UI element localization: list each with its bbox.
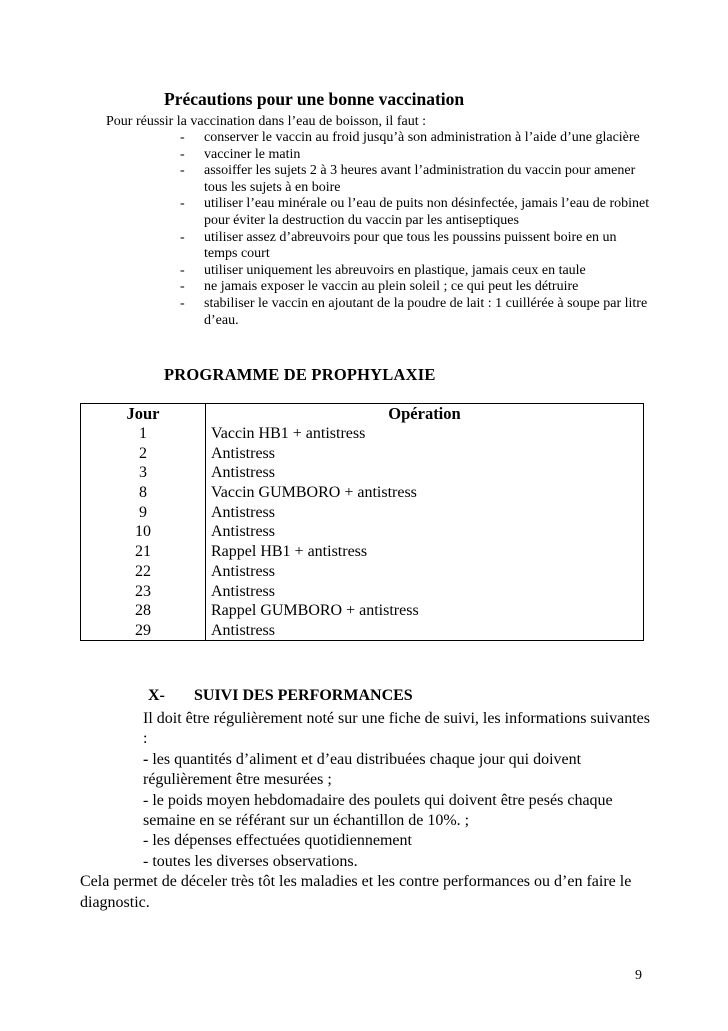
cell-operation: Antistress (206, 443, 644, 463)
cell-operation: Antistress (206, 562, 644, 582)
section-body (80, 709, 650, 913)
cell-day: 23 (81, 581, 206, 601)
suivi-conclusion: Cela permet de déceler très tôt les maladies et les contre performances ou d’en faire le diagnostic. (80, 873, 632, 911)
table-row (81, 581, 644, 601)
suivi-item-4: - toutes les diverses observations. (143, 852, 358, 870)
table-row (81, 502, 644, 522)
cell-day: 29 (81, 621, 206, 641)
bullet-dash: - (180, 262, 185, 278)
precautions-list (180, 130, 650, 329)
bullet-dash: - (180, 196, 185, 212)
bullet-dash: - (180, 130, 185, 145)
section-title: SUIVI DES PERFORMANCES (194, 687, 413, 704)
cell-operation: Rappel HB1 + antistress (206, 542, 644, 562)
header-operation: Opération (206, 404, 644, 424)
table-body (81, 424, 644, 641)
cell-operation: Vaccin GUMBORO + antistress (206, 483, 644, 503)
cell-day: 2 (81, 443, 206, 463)
cell-operation: Rappel GUMBORO + antistress (206, 601, 644, 621)
precaution-text: utiliser l’eau minérale ou l’eau de puits non désinfectée, jamais l’eau de robinet pour éviter la destruction du vaccin par les antiseptiques (204, 196, 650, 228)
precaution-text: stabiliser le vaccin en ajoutant de la poudre de lait : 1 cuillérée à soupe par litre d’eau. (204, 295, 648, 328)
bullet-dash: - (180, 229, 185, 245)
bullet-dash: - (180, 295, 185, 311)
precaution-text: ne jamais exposer le vaccin au plein soleil ; ce qui peut les détruire (204, 279, 579, 295)
precaution-item (180, 263, 650, 280)
precaution-text: utiliser assez d’abreuvoirs pour que tous les poussins puissent boire en un temps court (204, 229, 617, 262)
precaution-text: conserver le vaccin au froid jusqu’à son administration à l’aide d’une glacière (204, 130, 640, 145)
precaution-item (180, 279, 650, 296)
suivi-item-2: - le poids moyen hebdomadaire des poulets qui doivent être pesés chaque semaine en se référant sur un échantillon de 10%. ; (143, 791, 613, 830)
precautions-title: Précautions pour une bonne vaccination (164, 89, 465, 109)
section-number: X- (148, 687, 165, 704)
cell-operation: Antistress (206, 463, 644, 483)
cell-operation: Antistress (206, 502, 644, 522)
suivi-item-1: - les quantités d’aliment et d’eau distribuées chaque jour qui doivent régulièrement être mesurées ; (143, 750, 582, 789)
table-header-row (81, 404, 644, 424)
table-row (81, 522, 644, 542)
bullet-dash: - (180, 279, 185, 295)
suivi-intro: Il doit être régulièrement noté sur une fiche de suivi, les informations suivantes : (143, 710, 650, 748)
precaution-item (180, 130, 650, 147)
suivi-item-1-marker: - (143, 750, 149, 768)
suivi-item-3: - les dépenses effectuées quotidiennement (143, 832, 412, 850)
cell-operation: Antistress (206, 581, 644, 601)
precaution-text: utiliser uniquement les abreuvoirs en plastique, jamais ceux en taule (204, 262, 586, 278)
cell-day: 8 (81, 483, 206, 503)
cell-day: 21 (81, 542, 206, 562)
table-row (81, 483, 644, 503)
cell-day: 9 (81, 502, 206, 522)
table-row (81, 542, 644, 562)
programme-title: PROGRAMME DE PROPHYLAXIE (164, 365, 436, 384)
header-day: Jour (81, 404, 206, 424)
cell-day: 10 (81, 522, 206, 542)
section-heading (148, 687, 413, 705)
cell-operation: Antistress (206, 621, 644, 641)
precaution-item (180, 296, 650, 329)
table-row (81, 621, 644, 641)
cell-day: 28 (81, 601, 206, 621)
table-row (81, 424, 644, 444)
page-number: 9 (635, 968, 642, 983)
table-row (81, 601, 644, 621)
cell-operation: Antistress (206, 522, 644, 542)
cell-operation: Vaccin HB1 + antistress (206, 424, 644, 444)
cell-day: 3 (81, 463, 206, 483)
table-row (81, 562, 644, 582)
precaution-text: assoiffer les sujets 2 à 3 heures avant l’administration du vaccin pour amener tous les sujets à en boire (204, 163, 636, 195)
precautions-intro: Pour réussir la vaccination dans l’eau de boisson, il faut : (106, 114, 426, 129)
precaution-item (180, 147, 650, 164)
cell-day: 1 (81, 424, 206, 444)
precaution-text: vacciner le matin (204, 146, 301, 162)
cell-day: 22 (81, 562, 206, 582)
prophylaxis-table (80, 403, 644, 641)
precaution-item (180, 163, 650, 196)
precaution-item (180, 230, 650, 263)
table-row (81, 463, 644, 483)
bullet-dash: - (180, 163, 185, 179)
precaution-item (180, 196, 650, 229)
table-row (81, 443, 644, 463)
bullet-dash: - (180, 146, 185, 162)
